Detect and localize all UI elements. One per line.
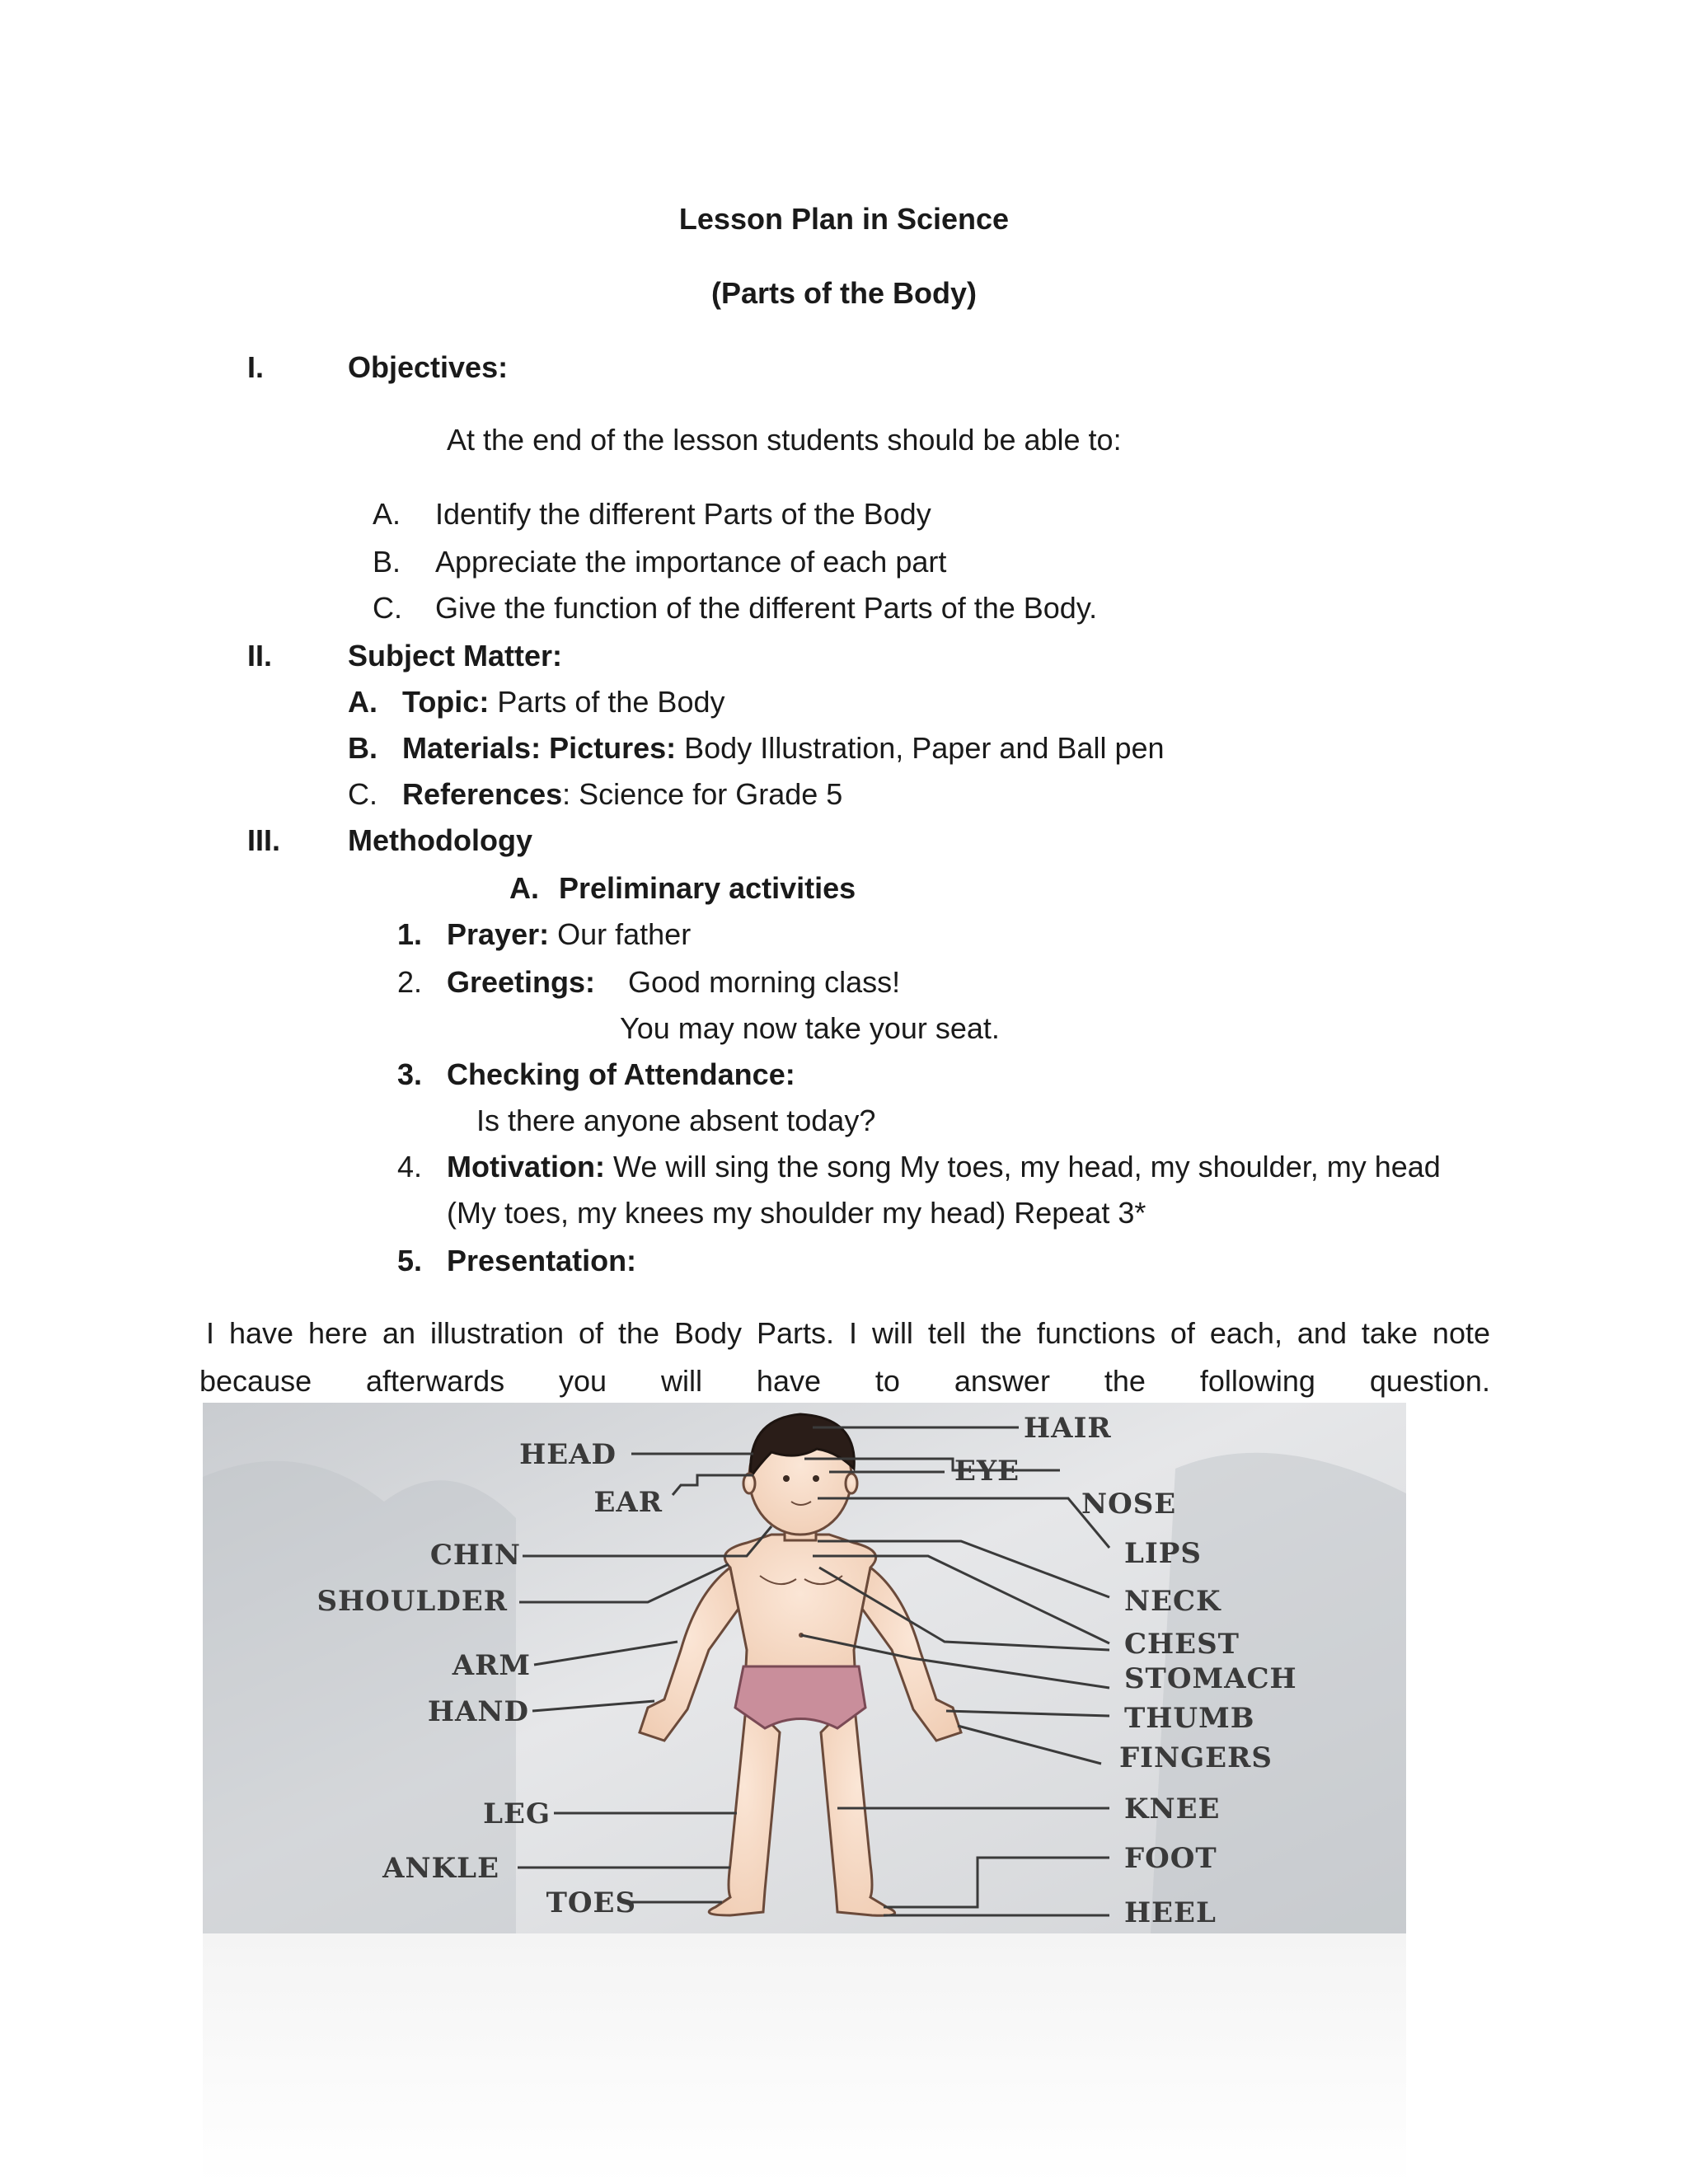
paragraph-word: question.: [1369, 1364, 1490, 1398]
greetings-label: Greetings:: [447, 965, 596, 999]
paragraph-word: because: [199, 1364, 312, 1398]
references-letter: C.: [348, 777, 377, 811]
label-neck: NECK: [1124, 1585, 1221, 1618]
paragraph-word: the: [1104, 1364, 1146, 1398]
label-stomach: STOMACH: [1124, 1662, 1297, 1695]
motivation-line-1: [447, 1149, 1441, 1185]
label-shoulder: SHOULDER: [316, 1585, 508, 1618]
topic-letter: A.: [348, 685, 377, 719]
page-title: Lesson Plan in Science: [678, 202, 1010, 236]
materials-value: Body Illustration, Paper and Ball pen: [684, 731, 1165, 765]
label-arm: ARM: [452, 1649, 531, 1682]
label-ankle: ANKLE: [382, 1852, 499, 1885]
objective-letter: B.: [373, 545, 401, 579]
motivation-line-2: (My toes, my knees my shoulder my head) Repeat 3*: [447, 1196, 1146, 1230]
references-label: References: [402, 777, 563, 811]
methodology-heading: Methodology: [348, 823, 532, 857]
step-number: 4.: [397, 1150, 423, 1183]
section-numeral-methodology: III.: [247, 823, 281, 857]
label-head: HEAD: [519, 1438, 617, 1471]
greetings-line-1: Good morning class!: [628, 965, 901, 999]
label-eye: EYE: [954, 1455, 1020, 1488]
materials-label: Materials: Pictures:: [402, 731, 677, 765]
motivation-label: Motivation:: [447, 1150, 605, 1183]
objective-letter: A.: [373, 497, 401, 531]
topic-line: [402, 684, 724, 720]
image-shadow-area: [203, 1933, 1406, 2184]
presentation-label: Presentation:: [447, 1244, 637, 1277]
section-numeral-objectives: I.: [247, 350, 265, 384]
materials-letter: B.: [348, 731, 377, 765]
paragraph-word: have: [756, 1364, 821, 1398]
label-fingers: FINGERS: [1119, 1741, 1273, 1774]
objectives-intro: At the end of the lesson students should be able to:: [447, 423, 1122, 457]
prelim-heading: Preliminary activities: [559, 871, 856, 905]
page-subtitle: (Parts of the Body): [710, 276, 977, 310]
step-number: 1.: [397, 917, 423, 951]
step-number: 5.: [397, 1244, 423, 1277]
label-knee: KNEE: [1124, 1793, 1221, 1825]
prayer-line: [447, 916, 691, 953]
label-ear: EAR: [593, 1486, 663, 1519]
label-hand: HAND: [427, 1695, 529, 1728]
step-number: 2.: [397, 965, 423, 999]
paragraph-word: afterwards: [366, 1364, 505, 1398]
prayer-value: Our father: [557, 917, 692, 951]
label-thumb: THUMB: [1124, 1702, 1255, 1735]
materials-line: [402, 730, 1165, 766]
subject-matter-heading: Subject Matter:: [348, 639, 563, 673]
objectives-heading: Objectives:: [348, 350, 509, 384]
objective-letter: C.: [373, 591, 402, 625]
label-nose: NOSE: [1081, 1488, 1177, 1521]
greetings-line-2: You may now take your seat.: [620, 1011, 1000, 1045]
attendance-question: Is there anyone absent today?: [476, 1104, 876, 1137]
label-chin: CHIN: [429, 1539, 521, 1572]
paragraph-word: to: [874, 1364, 900, 1398]
objective-item: Give the function of the different Parts of the Body.: [435, 591, 1098, 625]
paragraph-line-1: I have here an illustration of the Body Parts. I will tell the functions of each, and take note: [206, 1316, 1490, 1350]
label-heel: HEEL: [1124, 1896, 1217, 1929]
label-toes: TOES: [546, 1886, 636, 1919]
step-number: 3.: [397, 1057, 423, 1091]
motivation-text: We will sing the song My toes, my head, my shoulder, my head: [613, 1150, 1441, 1183]
topic-label: Topic:: [402, 685, 490, 719]
prayer-label: Prayer:: [447, 917, 550, 951]
label-chest: CHEST: [1124, 1628, 1240, 1661]
attendance-label: Checking of Attendance:: [447, 1057, 795, 1091]
paragraph-word: following: [1199, 1364, 1315, 1398]
body-diagram-svg: [203, 1403, 1406, 1933]
paragraph-word: you: [559, 1364, 607, 1398]
label-leg: LEG: [483, 1797, 551, 1830]
label-hair: HAIR: [1024, 1412, 1112, 1445]
body-parts-illustration: [203, 1403, 1406, 1933]
topic-value: Parts of the Body: [497, 685, 725, 719]
paragraph-line-2: [199, 1363, 1490, 1399]
section-numeral-subject-matter: II.: [247, 639, 273, 673]
label-foot: FOOT: [1124, 1842, 1217, 1875]
paragraph-word: answer: [954, 1364, 1050, 1398]
references-line: [402, 776, 842, 813]
objective-item: Appreciate the importance of each part: [435, 545, 947, 579]
paragraph-word: will: [661, 1364, 702, 1398]
label-lips: LIPS: [1124, 1537, 1202, 1570]
objective-item: Identify the different Parts of the Body: [435, 497, 931, 531]
prelim-letter: A.: [509, 871, 539, 905]
references-value: : Science for Grade 5: [562, 777, 843, 811]
